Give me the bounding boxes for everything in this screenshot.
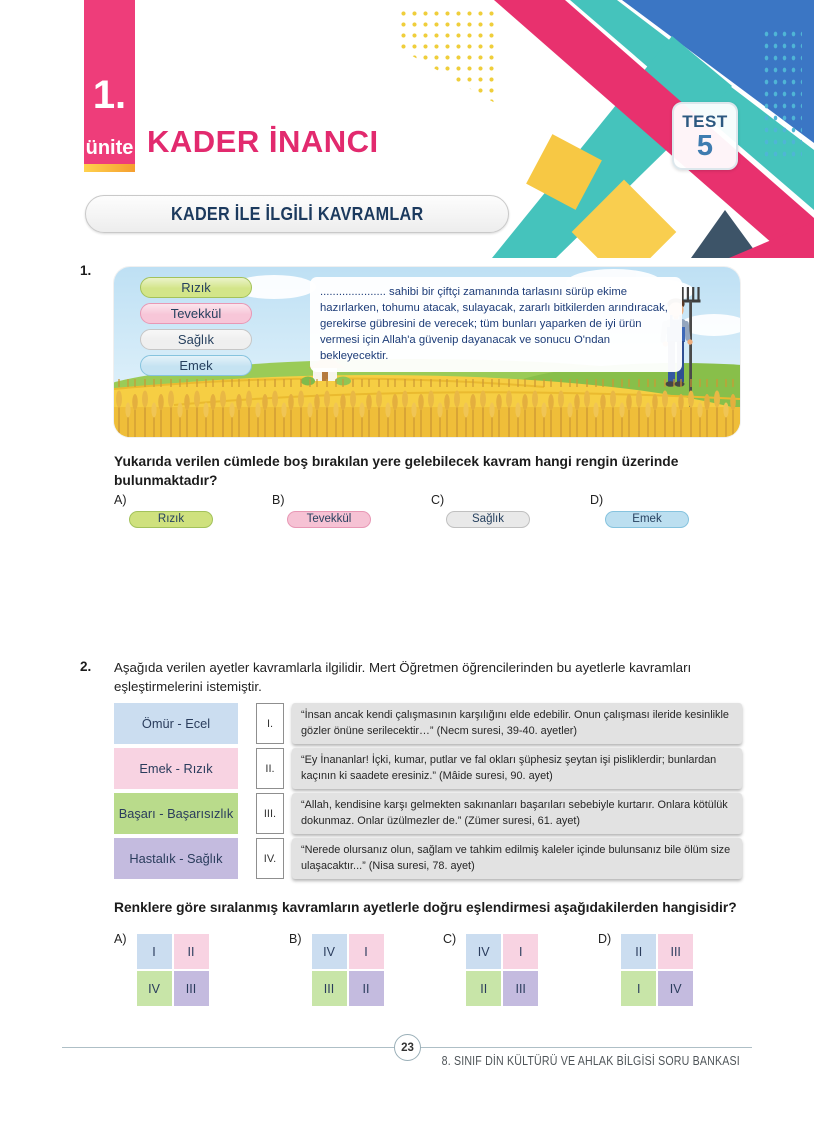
concept-pill-list	[140, 277, 252, 381]
question1-option-b[interactable]	[272, 491, 371, 528]
option-letter: B)	[289, 932, 302, 946]
grid-cell: I	[503, 934, 538, 969]
numeral-box: IV.	[256, 838, 284, 879]
grid-cell: I	[621, 971, 656, 1006]
grid-cell: II	[349, 971, 384, 1006]
unit-banner	[84, 0, 135, 164]
question2-option-d[interactable]	[598, 930, 693, 1006]
question1-option-c[interactable]	[431, 491, 530, 528]
table-row	[114, 793, 742, 834]
option-letter: D)	[598, 932, 612, 946]
option-letter: D)	[590, 493, 604, 507]
answer-grid-c[interactable]	[466, 934, 538, 1006]
grid-cell: III	[503, 971, 538, 1006]
concept-box-omur-ecel: Ömür - Ecel	[114, 703, 238, 744]
grid-cell: I	[349, 934, 384, 969]
question2-text: Renklere göre sıralanmış kavramların ayetlerle doğru eşlendirmesi aşağıdakilerden hangisidir?	[114, 900, 737, 915]
question1-text: Yukarıda verilen cümlede boş bırakılan yere gelebilecek kavram hangi rengin üzerinde bulunmaktadır?	[114, 454, 679, 489]
grid-cell: III	[658, 934, 693, 969]
option-letter: A)	[114, 932, 127, 946]
grid-cell: III	[312, 971, 347, 1006]
table-row	[114, 838, 742, 879]
verse-text: “Nerede olursanız olun, sağlam ve tahkim edilmiş kaleler içinde bulunsanız bile ölüm size ulaşacaktır...” (Nisa suresi, 78. ayet)	[292, 838, 742, 879]
concept-pill-rizik: Rızık	[140, 277, 252, 298]
question2-number: 2.	[80, 659, 92, 674]
question1-number: 1.	[80, 263, 92, 278]
concept-verse-match-table	[114, 703, 742, 883]
question2-option-b[interactable]	[289, 930, 384, 1006]
numeral-box: I.	[256, 703, 284, 744]
grid-cell: II	[174, 934, 209, 969]
grid-cell: I	[137, 934, 172, 969]
verse-text: “İnsan ancak kendi çalışmasının karşılığını elde edebilir. Onun çalışması ileride kesinlikle gözler önüne serilecektir…” (Necm suresi, 39-40. ayetler)	[292, 703, 742, 744]
blue-dots-decoration	[762, 28, 802, 160]
concept-box-hastalik-saglik: Hastalık - Sağlık	[114, 838, 238, 879]
grid-cell: IV	[137, 971, 172, 1006]
question1-options	[0, 491, 814, 531]
grid-cell: IV	[312, 934, 347, 969]
answer-grid-a[interactable]	[137, 934, 209, 1006]
table-row	[114, 703, 742, 744]
option-d-pill[interactable]: Emek	[605, 511, 689, 528]
option-b-pill[interactable]: Tevekkül	[287, 511, 371, 528]
grid-cell: II	[621, 934, 656, 969]
question1-option-d[interactable]	[590, 491, 689, 528]
test-badge-number: 5	[696, 130, 714, 162]
question2-option-a[interactable]	[114, 930, 209, 1006]
option-letter: C)	[443, 932, 457, 946]
question2-intro: Aşağıda verilen ayetler kavramlarla ilgilidir. Mert Öğretmen öğrencilerinden bu ayetlerle kavramları eşleştirmelerini istemiştir.	[114, 660, 692, 695]
verse-text: “Allah, kendisine karşı gelmekten sakınanları başarıları sebebiyle kurtarır. Onlara kötülük dokunmaz. Onlar üzülmezler de.” (Zümer suresi, 61. ayet)	[292, 793, 742, 834]
option-c-pill[interactable]: Sağlık	[446, 511, 530, 528]
book-title: 8. SINIF DİN KÜLTÜRÜ VE AHLAK BİLGİSİ SORU BANKASI	[441, 1054, 740, 1068]
unit-label: ünite	[85, 137, 134, 159]
test-badge-label: TEST	[682, 112, 728, 131]
question1-option-a[interactable]	[114, 491, 213, 528]
page-number-badge: 23	[394, 1034, 421, 1061]
verse-text: “Ey İnananlar! İçki, kumar, putlar ve fal okları şüphesiz şeytan işi pisliklerdir; bunlardan kaçının ki saadete eresiniz.” (Mâide suresi, 90. ayet)	[292, 748, 742, 789]
table-row	[114, 748, 742, 789]
numeral-box: II.	[256, 748, 284, 789]
passage-text: ..................... sahibi bir çiftçi zamanında tarlasını sürüp ekime hazırlarken, tohumu atacak, sulayacak, zararlı bitkilerden arındıracak, gerekirse gübresini de verecek; tüm bunları yaparken de iyi ürün vermesi için Allah'a güvenip dayanacak ve sonucu O'ndan bekleyecektir.	[310, 277, 682, 372]
option-letter: B)	[272, 493, 285, 507]
test-badge	[672, 102, 738, 170]
question2-option-c[interactable]	[443, 930, 538, 1006]
question2-options	[0, 930, 814, 1020]
concept-pill-saglik: Sağlık	[140, 329, 252, 350]
option-a-pill[interactable]: Rızık	[129, 511, 213, 528]
section-title: KADER İLE İLGİLİ KAVRAMLAR	[170, 203, 424, 224]
numeral-box: III.	[256, 793, 284, 834]
question1-illustration	[114, 267, 740, 437]
grid-cell: IV	[466, 934, 501, 969]
page-title: KADER İNANCI	[147, 124, 379, 159]
unit-banner-underline	[84, 164, 135, 172]
option-letter: A)	[114, 493, 127, 507]
answer-grid-b[interactable]	[312, 934, 384, 1006]
option-letter: C)	[431, 493, 445, 507]
section-title-pill	[85, 195, 509, 233]
concept-box-emek-rizik: Emek - Rızık	[114, 748, 238, 789]
answer-grid-d[interactable]	[621, 934, 693, 1006]
grid-cell: IV	[658, 971, 693, 1006]
concept-pill-emek: Emek	[140, 355, 252, 376]
concept-box-basari: Başarı - Başarısızlık	[114, 793, 238, 834]
grid-cell: III	[174, 971, 209, 1006]
grid-cell: II	[466, 971, 501, 1006]
concept-pill-tevekkul: Tevekkül	[140, 303, 252, 324]
unit-number: 1.	[92, 73, 127, 117]
